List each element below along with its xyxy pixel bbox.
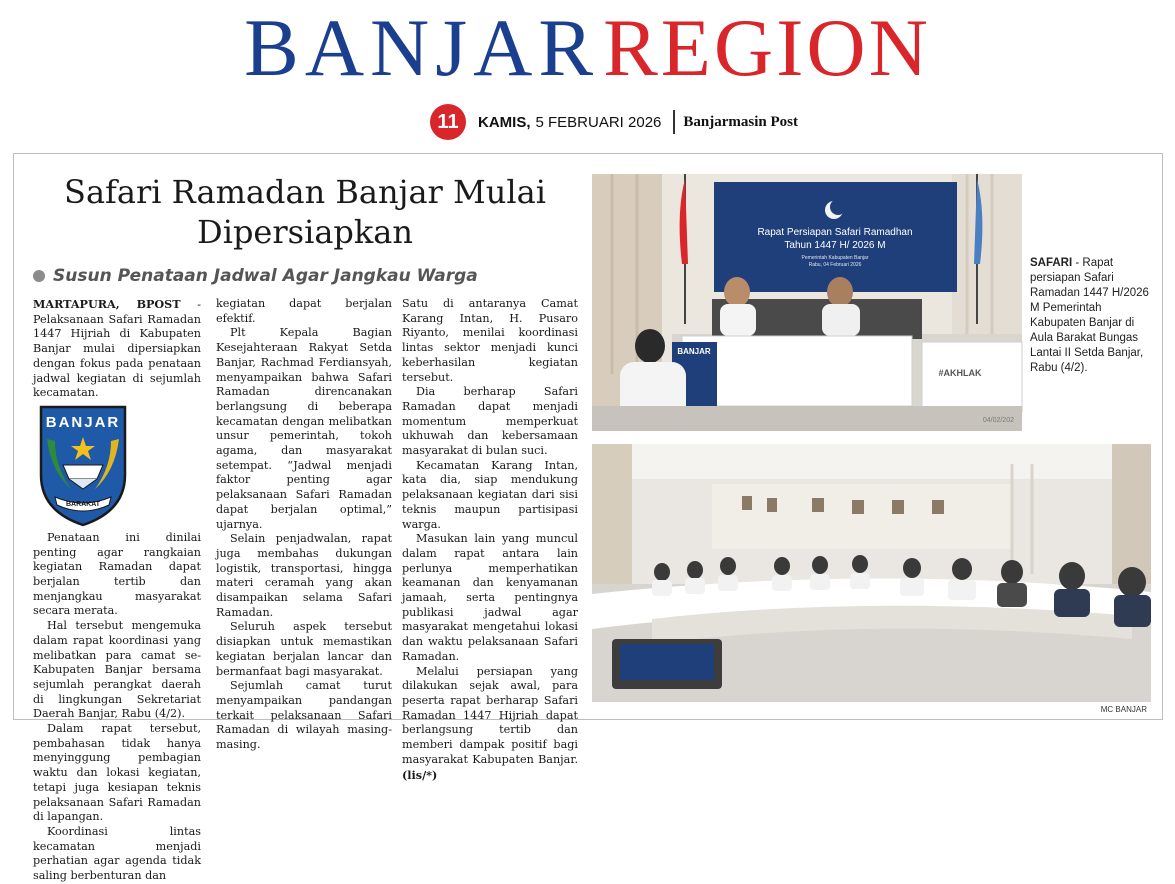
caption-text: - Rapat persiapan Safari Ramadan 1447 H/2026 M Pemerintah Kabupaten Banjar di Aula Barakat Bungas Lantai II Setda Banjar, Rabu (4/2). (1030, 257, 1149, 374)
masthead-banjar: BANJAR (244, 2, 600, 93)
screen-org: Pemerintah Kabupaten Banjar (801, 255, 869, 261)
article-paragraph: Sejumlah camat turut menyampaikan pandangan terkait pelaksanaan Safari Ramadan di wilayah masing-masing. (216, 679, 392, 752)
article-headline: Safari Ramadan Banjar Mulai Dipersiapkan (64, 173, 546, 251)
dateline-divider (673, 110, 675, 134)
masthead-title (0, 2, 1175, 93)
photo-credit: MC BANJAR (1100, 705, 1147, 714)
paragraph-text: - Pelaksanaan Safari Ramadan 1447 Hijriah di Kabupaten Banjar mulai dipersiapkan dengan fokus pada penataan jadwal kegiatan di sejumlah kecamatan. (33, 298, 202, 400)
article-paragraph: kegiatan dapat berjalan efektif. (216, 297, 392, 325)
photo-timestamp: 04/02/202 (982, 417, 1014, 424)
article-column-1 (33, 297, 201, 884)
wall-tag: #AKHLAK (938, 368, 982, 378)
article-paragraph: Masukan lain yang muncul dalam rapat antara lain perlunya memperhatikan keamanan dan kenyamanan jamaah, serta pentingnya publikasi jadwal agar masyarakat mengetahui lokasi dan waktu pelaksanaan Safari Ramadan. (402, 532, 578, 663)
nameplate-text: BANJAR (677, 347, 711, 356)
article-paragraph: Kecamatan Karang Intan, kata dia, siap mendukung pelaksanaan kegiatan dari sisi teknis maupun partisipasi warga. (402, 458, 578, 531)
article-column-2 (216, 297, 392, 753)
article-column-3 (402, 297, 578, 783)
article-paragraph: Dia berharap Safari Ramadan dapat menjadi momentum memperkuat ukhuwah dan kebersamaan masyarakat di bulan suci. (402, 385, 578, 458)
page-number-badge: 11 (430, 104, 466, 140)
article-paragraph: Selain penjadwalan, rapat juga membahas dukungan logistik, transportasi, hingga materi ceramah yang akan disampaikan selama Safari Ramadan. (216, 532, 392, 619)
article-paragraph: Plt Kepala Bagian Kesejahteraan Rakyat Setda Banjar, Rachmad Ferdiansyah, menyampaikan bahwa Safari Ramadan direncanakan berlangsung di beberapa kecamatan dengan melibatkan unsur pemerintah, tokoh agama, dan masyarakat setempat. “Jadwal menjadi faktor penting agar pelaksanaan Safari Ramadan dapat berjalan optimal,” ujarnya. (216, 326, 392, 531)
photo-meeting-front (592, 174, 1022, 431)
screen-subtitle: Tahun 1447 H/ 2026 M (784, 240, 886, 251)
subheadline-text: Susun Penataan Jadwal Agar Jangkau Warga (53, 266, 478, 286)
bullet-icon (33, 270, 45, 282)
screen-date: Rabu, 04 Februari 2026 (808, 262, 862, 268)
masthead-region: REGION (603, 2, 931, 93)
article-paragraph: Satu di antaranya Camat Karang Intan, H. Pusaro Riyanto, menilai koordinasi lintas sektor menjadi kunci keberhasilan kegiatan tersebut. (402, 297, 578, 384)
screen-title: Rapat Persiapan Safari Ramadhan (757, 227, 913, 238)
article-paragraph (402, 665, 578, 784)
caption-label: SAFARI (1030, 257, 1073, 269)
photo-meeting-room (592, 444, 1151, 702)
photo-caption (1030, 256, 1155, 376)
dateline-day: KAMIS, (478, 113, 531, 131)
article-paragraph: Hal tersebut mengemuka dalam rapat koordinasi yang melibatkan para camat se-Kabupaten Banjar bersama sejumlah perangkat daerah di lingkungan Sekretariat Daerah Banjar, Rabu (4/2). (33, 619, 201, 721)
article-paragraph: Koordinasi lintas kecamatan menjadi perhatian agar agenda tidak saling berbenturan dan (33, 824, 201, 883)
logo-ribbon-text: BARAKAT (65, 500, 101, 508)
article-dateline-lead: MARTAPURA, BPOST (33, 297, 181, 311)
newspaper-name: Banjarmasin Post (683, 113, 798, 130)
banjar-logo (33, 405, 133, 527)
masthead (0, 2, 1175, 93)
article-signoff: (lis/*) (402, 767, 438, 782)
article-subheadline (33, 266, 573, 286)
dateline (430, 104, 798, 140)
article-paragraph: Penataan ini dinilai penting agar rangkaian kegiatan Ramadan dapat berjalan tertib dan menjangkau masyarakat secara merata. (33, 530, 201, 618)
paragraph-text: Melalui persiapan yang dilakukan sejak awal, para peserta rapat berharap Safari Ramadan 1447 Hijriah dapat berlangsung tertib dan memberi dampak positif bagi masyarakat Kabupaten Banjar. (402, 664, 578, 766)
dateline-date: 5 FEBRUARI 2026 (535, 113, 662, 131)
logo-text: BANJAR (45, 413, 121, 431)
article-paragraph (33, 297, 201, 401)
article-paragraph: Seluruh aspek tersebut disiapkan untuk memastikan kegiatan berjalan lancar dan bermanfaat bagi masyarakat. (216, 620, 392, 678)
article-paragraph: Dalam rapat tersebut, pembahasan tidak hanya menyinggung pembagian waktu dan lokasi kegiatan, tetapi juga kesiapan teknis pelaksanaan Safari Ramadan di lapangan. (33, 722, 201, 824)
